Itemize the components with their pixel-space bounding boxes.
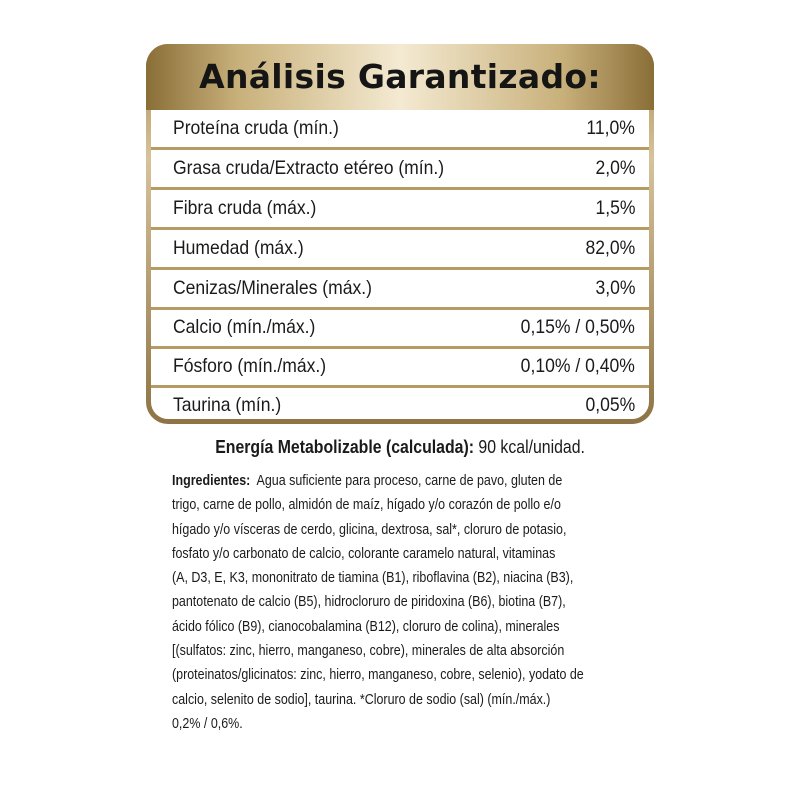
row-label: Proteína cruda (mín.) <box>173 117 339 139</box>
table-row <box>151 230 649 267</box>
ingredients-line-text: Agua suficiente para proceso, carne de pavo, gluten de <box>250 473 563 489</box>
energy-value: 90 kcal/unidad. <box>473 437 585 457</box>
row-value: 1,5% <box>594 197 635 219</box>
row-label: Calcio (mín./máx.) <box>173 316 316 338</box>
table-row <box>151 348 649 385</box>
ingredients-line <box>172 469 619 493</box>
row-label: Grasa cruda/Extracto etéreo (mín.) <box>173 157 445 179</box>
analysis-table <box>151 110 649 419</box>
ingredients-line: ácido fólico (B9), cianocobalamina (B12), cloruro de colina), minerales <box>172 618 560 635</box>
table-row <box>151 309 649 346</box>
row-label: Cenizas/Minerales (máx.) <box>173 277 372 299</box>
table-row <box>151 387 649 419</box>
ingredients-label: Ingredientes: <box>172 473 251 489</box>
row-value: 0,15% / 0,50% <box>520 316 635 338</box>
panel-header <box>146 44 654 110</box>
table-row <box>151 110 649 147</box>
panel-title: Análisis Garantizado: <box>199 57 601 96</box>
ingredients-line: hígado y/o vísceras de cerdo, glicina, dextrosa, sal*, cloruro de potasio, <box>172 521 567 538</box>
guaranteed-analysis-panel <box>146 44 654 424</box>
row-value: 3,0% <box>594 277 635 299</box>
row-value: 0,10% / 0,40% <box>520 355 635 377</box>
ingredients-line: (proteinatos/glicinatos: zinc, hierro, manganeso, cobre, selenio), yodato de <box>172 667 584 684</box>
row-value: 82,0% <box>585 237 635 259</box>
ingredients-text <box>172 469 619 736</box>
ingredients-line: fosfato y/o carbonato de calcio, colorante caramelo natural, vitaminas <box>172 545 556 562</box>
ingredients-line: trigo, carne de pollo, almidón de maíz, hígado y/o corazón de pollo e/o <box>172 497 561 514</box>
ingredients-line: [(sulfatos: zinc, hierro, manganeso, cobre), minerales de alta absorción <box>172 643 565 660</box>
table-row <box>151 270 649 307</box>
row-value: 0,05% <box>585 394 635 416</box>
table-row <box>151 150 649 187</box>
row-value: 2,0% <box>594 157 635 179</box>
energy-line <box>215 434 585 460</box>
ingredients-line: 0,2% / 0,6%. <box>172 715 243 732</box>
table-row <box>151 190 649 227</box>
energy-label: Energía Metabolizable (calculada): <box>215 437 474 457</box>
metabolizable-energy <box>0 434 800 460</box>
ingredients-line: (A, D3, E, K3, mononitrato de tiamina (B1), riboflavina (B2), niacina (B3), <box>172 570 574 587</box>
row-value: 11,0% <box>586 117 635 139</box>
row-label: Humedad (máx.) <box>173 237 304 259</box>
row-label: Fósforo (mín./máx.) <box>173 355 327 377</box>
row-label: Fibra cruda (máx.) <box>173 197 317 219</box>
ingredients-line: pantotenato de calcio (B5), hidrocloruro de piridoxina (B6), biotina (B7), <box>172 594 566 611</box>
row-label: Taurina (mín.) <box>173 394 282 416</box>
ingredients-line: calcio, selenito de sodio], taurina. *Cloruro de sodio (sal) (mín./máx.) <box>172 691 551 708</box>
